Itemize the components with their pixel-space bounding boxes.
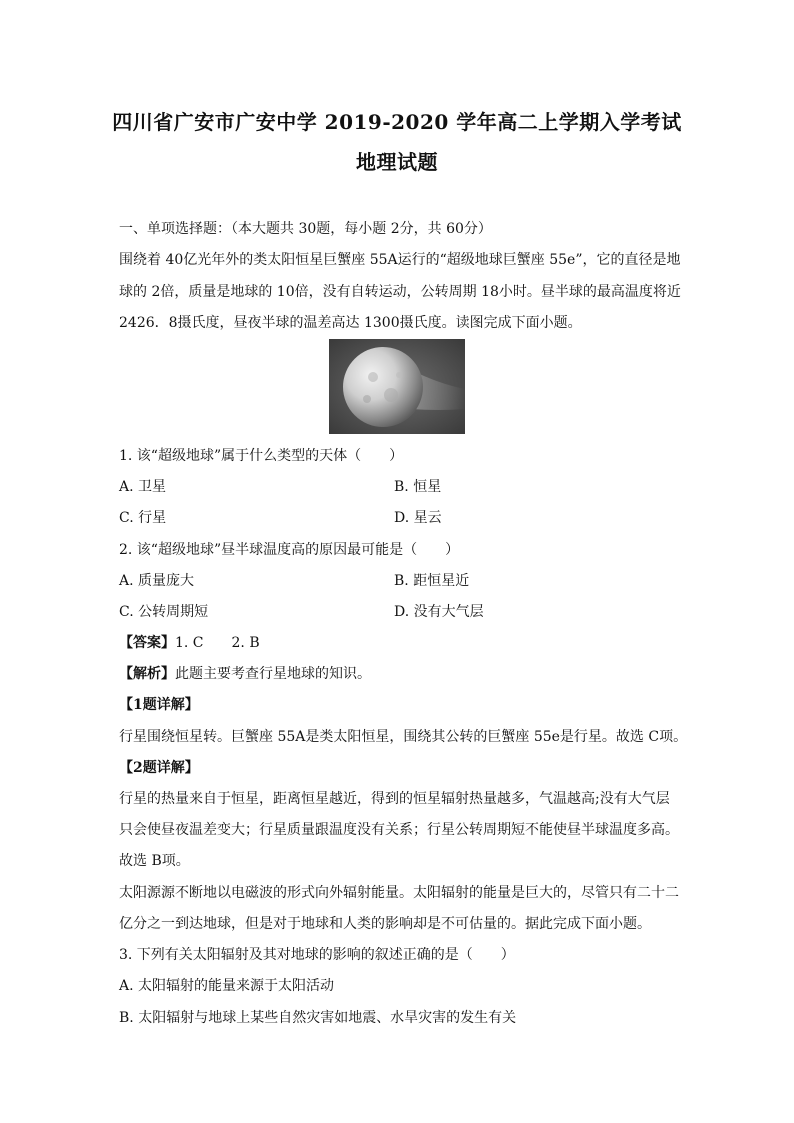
- section-header: 一、单项选择题：（本大题共 30题，每小题 2分，共 60分）: [119, 221, 492, 237]
- q1-stem: 1. 该“超级地球”属于什么类型的天体（ ）: [119, 448, 404, 464]
- answer-text: 1. C 2. B: [175, 635, 260, 651]
- q3-option-a: A. 太阳辐射的能量来源于太阳活动: [119, 978, 335, 994]
- q2-option-c: C. 公转周期短: [119, 604, 209, 620]
- q3-stem: 3. 下列有关太阳辐射及其对地球的影响的叙述正确的是（ ）: [119, 947, 515, 963]
- intro-line-3: 2426．8摄氏度，昼夜半球的温差高达 1300摄氏度。读图完成下面小题。: [119, 315, 582, 331]
- q2-option-b: B. 距恒星近: [394, 573, 470, 589]
- detail2-line-3: 故选 B项。: [119, 853, 190, 869]
- analysis-text: 此题主要考查行星地球的知识。: [175, 666, 371, 682]
- q1-option-c: C. 行星: [119, 510, 167, 526]
- q1-option-b: B. 恒星: [394, 479, 442, 495]
- q3-option-b: B. 太阳辐射与地球上某些自然灾害如地震、水旱灾害的发生有关: [119, 1010, 517, 1026]
- q1-option-a: A. 卫星: [119, 479, 167, 495]
- q2-option-d: D. 没有大气层: [394, 604, 484, 620]
- intro2-line-2: 亿分之一到达地球，但是对于地球和人类的影响却是不可估量的。据此完成下面小题。: [119, 916, 651, 932]
- intro-line-1: 围绕着 40亿光年外的类太阳恒星巨蟹座 55A运行的“超级地球巨蟹座 55e”，它的直径是地: [119, 252, 681, 268]
- q2-stem: 2. 该“超级地球”昼半球温度高的原因最可能是（ ）: [119, 542, 460, 558]
- q2-option-a: A. 质量庞大: [119, 573, 195, 589]
- analysis-line: [119, 664, 371, 684]
- detail2-line-1: 行星的热量来自于恒星，距离恒星越近，得到的恒星辐射热量越多，气温越高;没有大气层: [119, 791, 670, 807]
- answer-line: [119, 633, 260, 653]
- intro-line-2: 球的 2倍，质量是地球的 10倍，没有自转运动，公转周期 18小时。昼半球的最高温度将近: [119, 284, 681, 300]
- page-title-line2: 地理试题: [356, 150, 438, 174]
- detail2-label: 【2题详解】: [119, 760, 199, 776]
- intro2-line-1: 太阳源源不断地以电磁波的形式向外辐射能量。太阳辐射的能量是巨大的，尽管只有二十二: [119, 885, 679, 901]
- planet-icon: [329, 339, 465, 434]
- planet-image: [329, 339, 465, 434]
- q1-option-d: D. 星云: [394, 510, 442, 526]
- page-title-line1: 四川省广安市广安中学 2019-2020 学年高二上学期入学考试: [112, 110, 682, 134]
- answer-label: 【答案】: [119, 635, 175, 651]
- detail1-label: 【1题详解】: [119, 697, 199, 713]
- detail2-line-2: 只会使昼夜温差变大；行星质量跟温度没有关系；行星公转周期短不能使昼半球温度多高。: [119, 822, 679, 838]
- detail1-text: 行星围绕恒星转。巨蟹座 55A是类太阳恒星，围绕其公转的巨蟹座 55e是行星。故选 C项。: [119, 729, 688, 745]
- analysis-label: 【解析】: [119, 666, 175, 682]
